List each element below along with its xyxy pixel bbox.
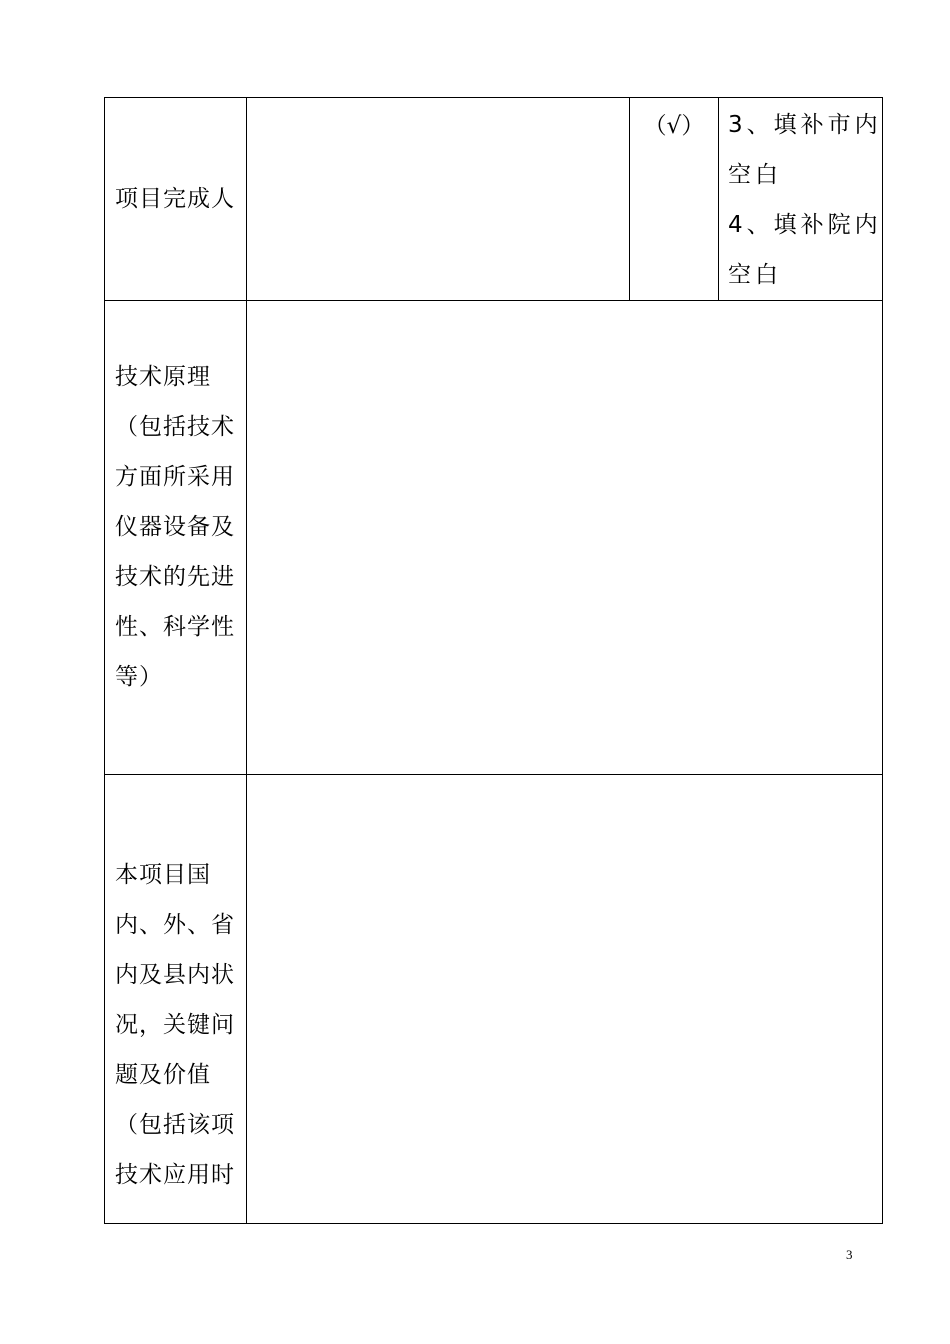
project-completer-row <box>105 98 883 301</box>
check-mark-cell <box>630 98 719 301</box>
project-completer-label: 项目完成人 <box>115 186 235 212</box>
project-completer-value-cell[interactable] <box>247 98 630 301</box>
technical-principle-row <box>105 301 883 775</box>
page-number: 3 <box>846 1247 853 1262</box>
fill-gap-options-cell <box>719 98 883 301</box>
project-status-label-cell <box>105 775 247 1224</box>
project-status-label: 本项目国 内、外、省 内及县内状 况，关键问 题及价值 （包括该项 技术应用时 <box>115 862 235 1188</box>
fill-gap-options: 3、填补市内 空白 4、填补院内 空白 <box>728 112 882 288</box>
check-mark: （√） <box>643 113 705 139</box>
project-status-row <box>105 775 883 1224</box>
project-completer-label-cell <box>105 98 247 301</box>
project-status-value-cell[interactable] <box>247 775 883 1224</box>
technical-principle-label-cell <box>105 301 247 775</box>
application-form-table <box>104 97 883 1224</box>
technical-principle-value-cell[interactable] <box>247 301 883 775</box>
technical-principle-label: 技术原理 （包括技术 方面所采用 仪器设备及 技术的先进 性、科学性 等） <box>115 364 235 690</box>
